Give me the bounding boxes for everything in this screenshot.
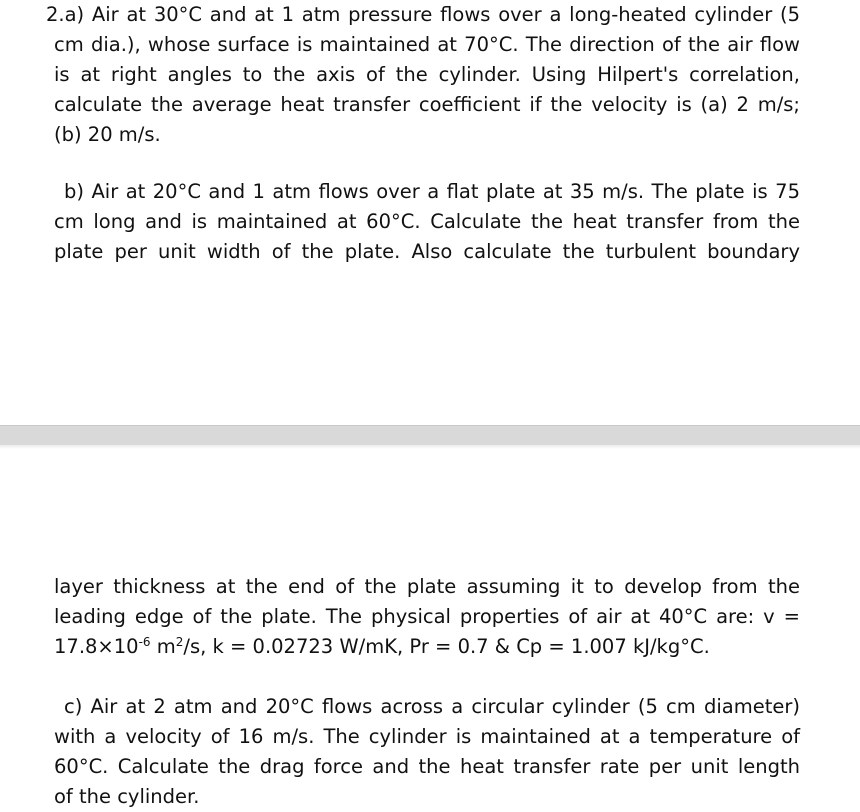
question-2c-line: of the cylinder. [54, 785, 200, 808]
question-2b-part1 [54, 177, 800, 267]
kinematic-viscosity-mantissa: 17.8×10 [54, 635, 139, 658]
question-2c-line: 60°C. Calculate the drag force and the heat transfer rate per unit length [54, 755, 800, 778]
page-separator [0, 425, 860, 447]
question-2a-line: cm dia.), whose surface is maintained at 70°C. The direction of the air flow [54, 33, 800, 56]
question-2b-line: b) Air at 20°C and 1 atm flows over a flat plate at 35 m/s. The plate is 75 [64, 180, 800, 203]
question-2c [54, 692, 800, 812]
properties-rest: /s, k = 0.02723 W/mK, Pr = 0.7 & Cp = 1.007 kJ/kg°C. [183, 635, 710, 658]
question-2c-line: c) Air at 2 atm and 20°C flows across a circular cylinder (5 cm diameter) [64, 695, 800, 718]
kinematic-viscosity-exponent: -6 [138, 635, 151, 649]
question-2b-line: plate per unit width of the plate. Also calculate the turbulent boundary [54, 240, 800, 263]
question-2b-properties-line [54, 632, 800, 662]
question-2b-line: layer thickness at the end of the plate assuming it to develop from the [54, 575, 800, 598]
unit-base: m [150, 635, 176, 658]
question-2c-line: with a velocity of 16 m/s. The cylinder is maintained at a temperature of [54, 725, 800, 748]
question-2b-line: cm long and is maintained at 60°C. Calculate the heat transfer from the [54, 210, 800, 233]
question-2a-line: calculate the average heat transfer coefficient if the velocity is (a) 2 m/s; [54, 93, 800, 116]
page-separator-shadow [0, 445, 860, 449]
question-2a-line: is at right angles to the axis of the cylinder. Using Hilpert's correlation, [54, 63, 800, 86]
unit-exponent: 2 [175, 635, 184, 649]
question-2a [46, 0, 800, 150]
question-2a-line: 2.a) Air at 30°C and at 1 atm pressure flows over a long-heated cylinder (5 [46, 3, 800, 26]
question-2b-part2 [54, 572, 800, 662]
question-2a-line: (b) 20 m/s. [54, 123, 161, 146]
question-2b-line: leading edge of the plate. The physical properties of air at 40°C are: v = [54, 605, 800, 628]
